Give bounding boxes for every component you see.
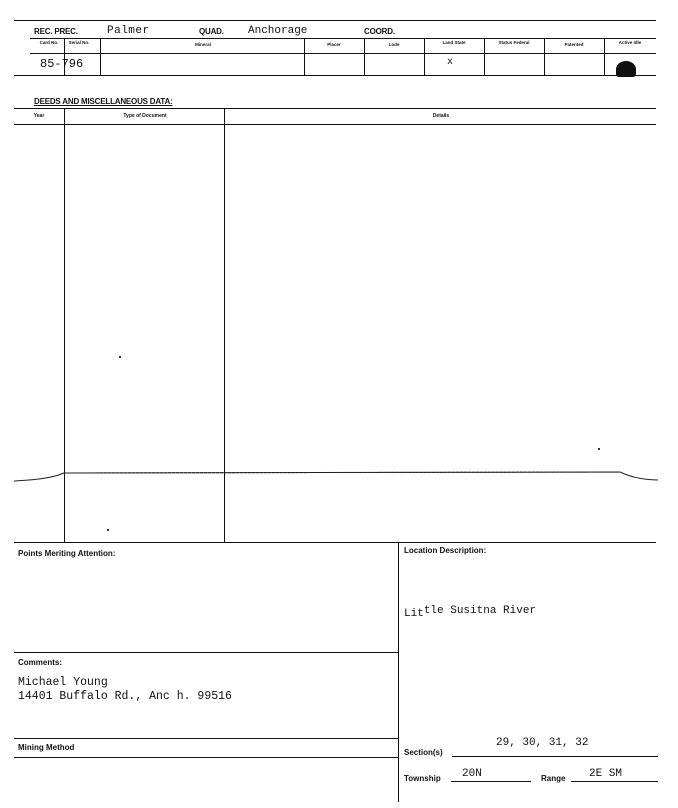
scan-speck [598, 448, 600, 450]
col-card-no: Card No. [39, 40, 59, 45]
coord-label: COORD. [364, 27, 395, 36]
rec-prec-label: REC. PREC. [34, 27, 78, 36]
col-patented: Patented [564, 42, 584, 47]
deeds-rule-bottom [14, 542, 656, 543]
deeds-rule-top [14, 108, 656, 109]
range-value: 2E SM [589, 768, 623, 780]
quad-value: Anchorage [248, 25, 308, 37]
points-label: Points Meriting Attention: [18, 549, 116, 558]
scan-speck [107, 529, 109, 531]
vrule-6 [484, 38, 485, 75]
col-land-state: Land State [442, 40, 466, 45]
col-lode: Lode [388, 42, 400, 47]
deeds-section-title: DEEDS AND MISCELLANEOUS DATA: [34, 97, 173, 106]
vrule-7 [544, 38, 545, 75]
vrule-8 [604, 38, 605, 75]
sections-underline [452, 756, 658, 757]
comments-rule [14, 652, 398, 653]
top-rule [14, 20, 656, 21]
range-label: Range [541, 774, 566, 783]
range-underline [571, 781, 658, 782]
comments-label: Comments: [18, 658, 63, 667]
vrule-2 [100, 38, 101, 75]
township-value: 20N [462, 768, 482, 780]
deeds-col-year: Year [33, 113, 45, 119]
land-state-mark: x [447, 57, 454, 68]
location-value-prefix: Lit [404, 608, 424, 620]
location-label: Location Description: [404, 546, 487, 555]
sections-label: Section(s) [404, 748, 443, 757]
vrule-3 [304, 38, 305, 75]
mining-rule [14, 738, 398, 739]
mining-rule-2 [14, 757, 398, 758]
scan-speck [119, 356, 121, 358]
col-status-federal: Status Federal [498, 40, 530, 45]
card-number: 85-796 [40, 57, 84, 71]
header-rule-1 [30, 38, 656, 39]
vrule-4 [364, 38, 365, 75]
vrule-5 [424, 38, 425, 75]
col-serial-no: Serial No. [68, 40, 90, 45]
vrule-1 [64, 38, 65, 75]
comments-line-2: 14401 Buffalo Rd., Anc h. 99516 [18, 690, 232, 703]
township-underline [451, 781, 531, 782]
header-rule-2 [30, 53, 656, 54]
township-label: Township [404, 774, 441, 783]
deeds-col-details: Details [432, 113, 450, 119]
sections-value: 29, 30, 31, 32 [496, 737, 589, 749]
bottom-divider [398, 542, 399, 802]
col-mineral: Mineral [195, 42, 211, 47]
col-placer: Placer [327, 42, 341, 47]
mining-method-label: Mining Method [18, 743, 75, 752]
deeds-col-type: Type of Document [123, 113, 167, 119]
col-active-idle: Active Idle [618, 40, 642, 45]
quad-label: QUAD. [199, 27, 224, 36]
rec-prec-value: Palmer [107, 25, 150, 37]
deeds-rule-header [14, 124, 656, 125]
fold-line [0, 462, 678, 486]
location-value-rest: tle Susitna River [423, 605, 537, 617]
location-value [404, 605, 537, 620]
header-rule-3 [14, 75, 656, 76]
comments-line-1: Michael Young [18, 676, 108, 689]
